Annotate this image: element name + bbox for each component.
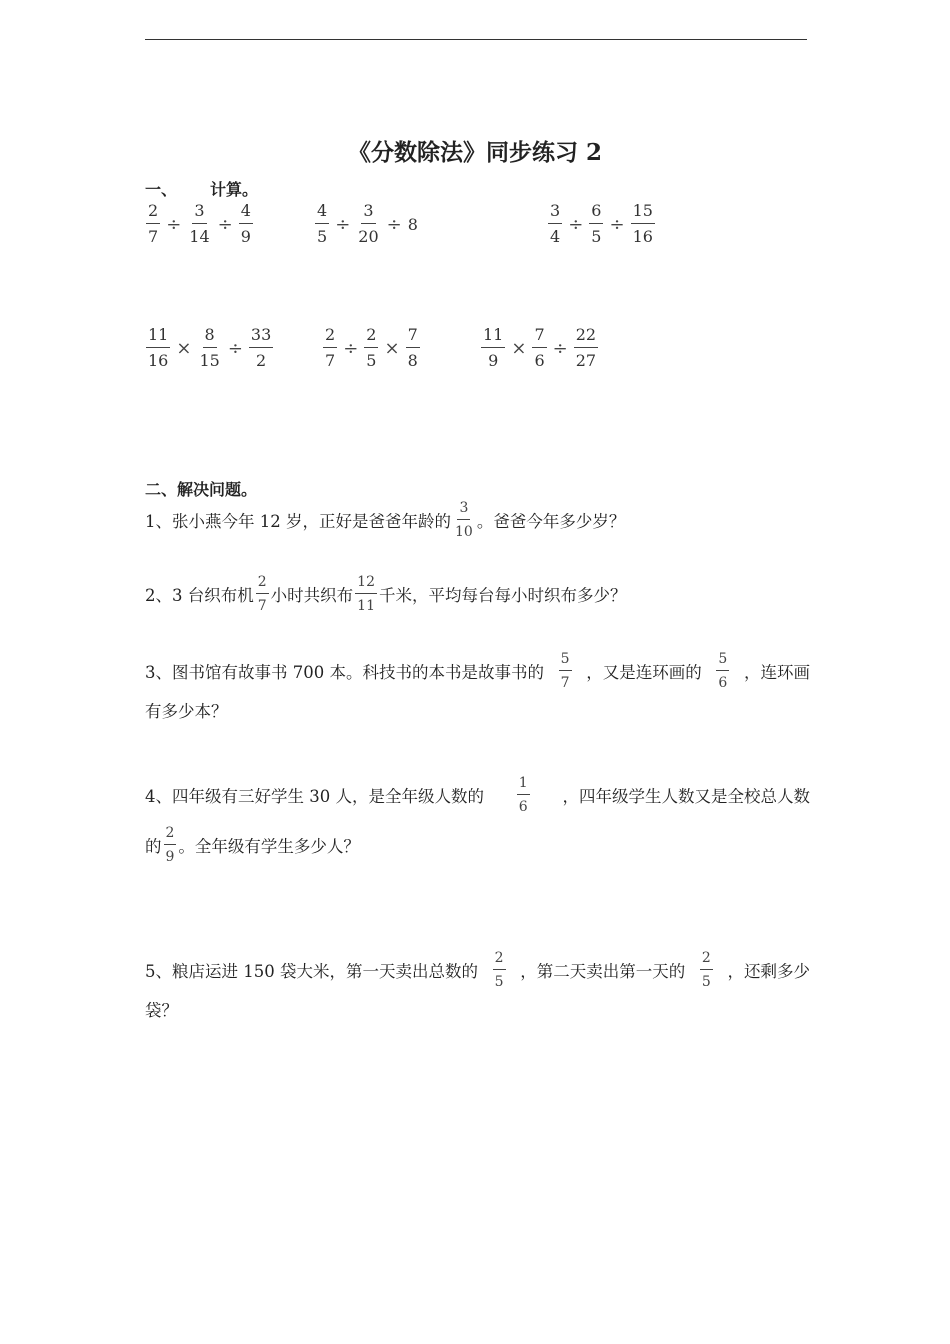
page-title: 《分数除法》同步练习 2 [347,139,602,166]
problem-text: 3、图书馆有故事书 700 本。科技书的本书是故事书的 [145,663,544,682]
problem-2 [145,575,810,613]
operator: ÷ [386,213,402,235]
problem-text: ，第二天卖出第一天的 [520,962,686,981]
fraction: $\frac{2}{5}$ [701,950,711,990]
fraction: $\frac{3}{10}$ [454,500,473,540]
calc-expression-2 [314,203,418,245]
fraction: $\frac{7}{6}$ [534,325,545,370]
integer-operand: 8 [407,214,418,234]
operator: ÷ [217,213,233,235]
fraction: $\frac{12}{11}$ [357,574,375,614]
problem-text: ，还剩多少 [727,962,810,981]
fraction: $\frac{11}{9}$ [483,325,504,370]
problem-3 [145,652,810,690]
fraction: $\frac{3}{20}$ [358,201,379,246]
operator: ÷ [166,213,182,235]
operator: × [511,337,527,359]
problem-text: ，连环画 [743,663,810,682]
fraction: $\frac{3}{14}$ [189,201,210,246]
section-calc-number: 一、 [145,180,178,199]
section-calc-heading [145,177,258,200]
operator: ÷ [552,337,568,359]
section-calc-label: 计算。 [210,180,259,199]
operator: ÷ [609,213,625,235]
problem-text: 千米，平均每台每小时织布多少？ [379,586,627,605]
operator: × [384,337,400,359]
operator: ÷ [227,337,243,359]
fraction: $\frac{4}{9}$ [240,201,251,246]
problem-5-continued [145,997,810,1021]
problem-text: 有多少本？ [145,702,228,721]
problem-text: 。全年级有学生多少人？ [178,837,360,856]
header-rule [145,39,807,40]
problem-text: 。爸爸今年多少岁？ [476,512,626,531]
fraction: $\frac{1}{6}$ [518,775,528,815]
problem-text: 2、3 台织布机 [145,586,254,605]
problem-4-continued [145,826,810,864]
calc-expression-4 [145,327,274,369]
operator: ÷ [568,213,584,235]
problem-1 [145,501,810,539]
problem-text: 4、四年级有三好学生 30 人，是全年级人数的 [145,787,484,806]
fraction: $\frac{8}{15}$ [199,325,220,370]
fraction: $\frac{6}{5}$ [591,201,602,246]
fraction: $\frac{11}{16}$ [148,325,169,370]
problem-text: 袋？ [145,1001,178,1020]
fraction: $\frac{2}{5}$ [494,950,504,990]
fraction: $\frac{5}{7}$ [560,651,570,691]
calc-expression-3 [547,203,656,245]
fraction: $\frac{2}{7}$ [257,574,267,614]
problem-4 [145,776,810,814]
problem-text: 1、张小燕今年 12 岁，正好是爸爸年龄的 [145,512,451,531]
problem-text: 5、粮店运进 150 袋大米，第一天卖出总数的 [145,962,478,981]
problem-3-continued [145,698,810,722]
fraction: $\frac{5}{6}$ [718,651,728,691]
fraction: $\frac{4}{5}$ [317,201,328,246]
fraction: $\frac{7}{8}$ [407,325,418,370]
fraction: $\frac{3}{4}$ [550,201,561,246]
calc-expression-6 [480,327,599,369]
fraction: $\frac{2}{7}$ [325,325,336,370]
section-problems-heading: 二、解决问题。 [145,480,258,499]
problem-5 [145,951,810,989]
fraction: $\frac{15}{16}$ [632,201,653,246]
problem-text: 的 [145,837,162,856]
fraction: $\frac{2}{9}$ [165,825,175,865]
operator: ÷ [335,213,351,235]
problem-text: ，四年级学生人数又是全校总人数 [562,787,810,806]
fraction: $\frac{33}{2}$ [250,325,272,370]
fraction: $\frac{2}{7}$ [148,201,159,246]
fraction: $\frac{2}{5}$ [366,325,377,370]
operator: × [176,337,192,359]
fraction: $\frac{22}{27}$ [575,325,597,370]
operator: ÷ [343,337,359,359]
calc-expression-1 [145,203,254,245]
calc-expression-5 [322,327,421,369]
problem-text: 小时共织布 [270,586,354,605]
problem-text: ，又是连环画的 [586,663,702,682]
